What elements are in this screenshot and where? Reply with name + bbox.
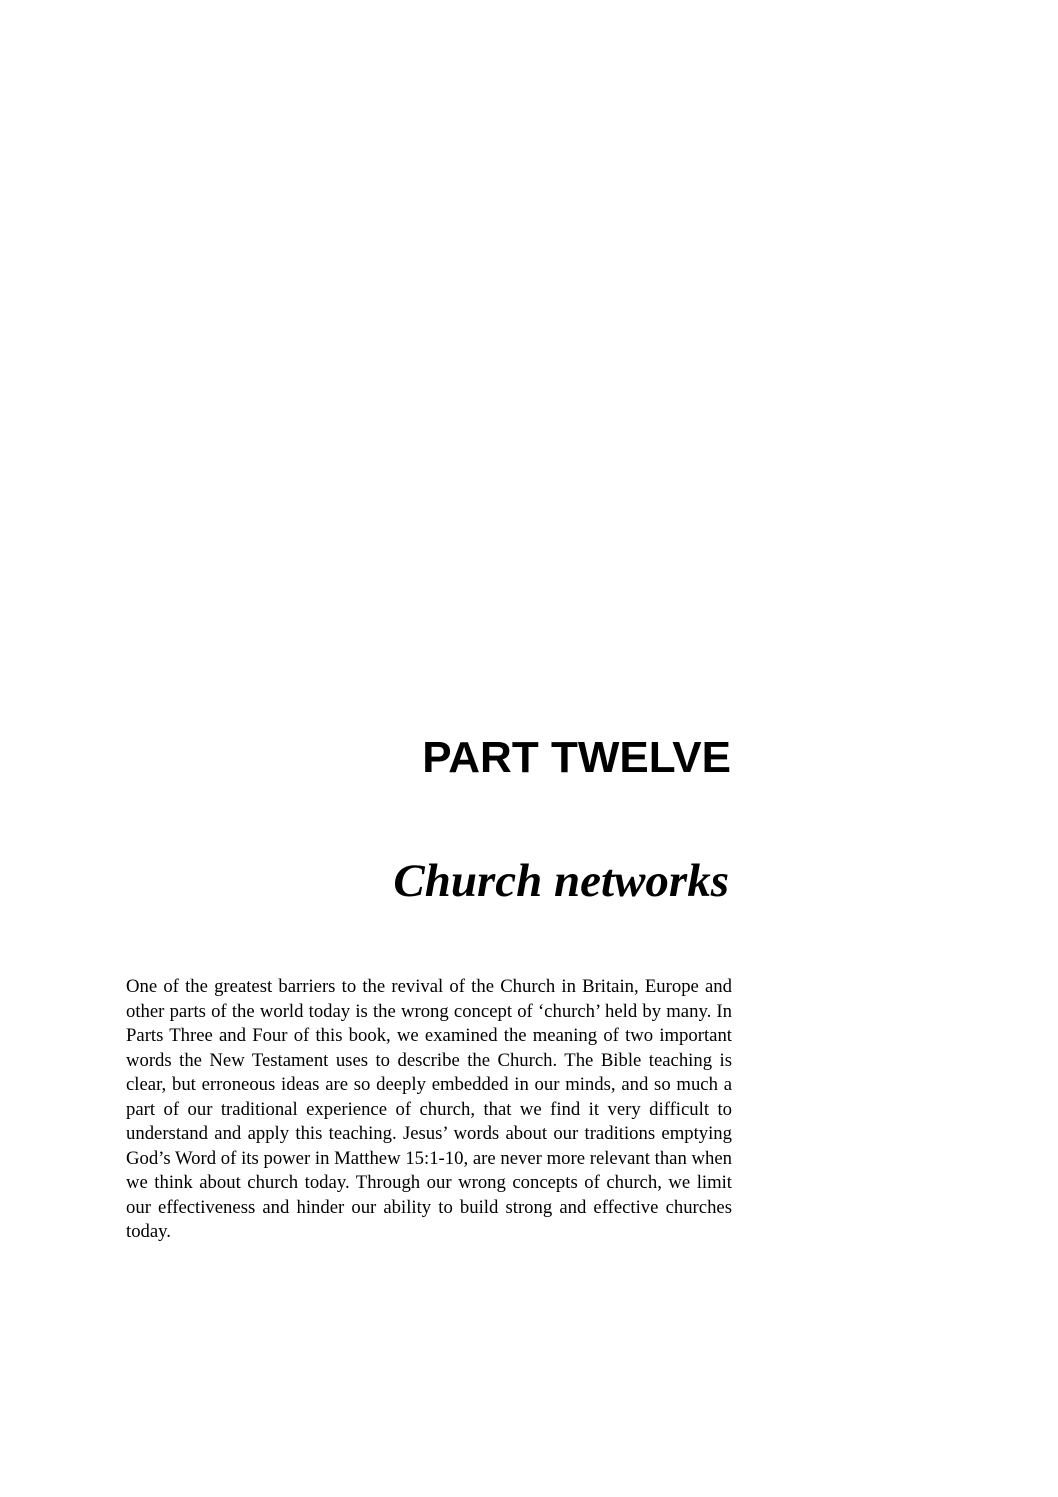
- part-heading: PART TWELVE: [422, 733, 731, 782]
- chapter-heading: Church networks: [393, 855, 729, 907]
- intro-paragraph: One of the greatest barriers to the revival of the Church in Britain, Europe and other parts of the world today is the wrong concept of ‘church’ held by many. In Parts Three and Four of this book, we examined the meaning of two important words the New Testament uses to describe the Church. The Bible teaching is clear, but erroneous ideas are so deeply embedded in our minds, and so much a part of our traditional experience of church, that we find it very difficult to understand and apply this teaching. Jesus’ words about our traditions emptying God’s Word of its power in Matthew 15:1-10, are never more relevant than when we think about church today. Through our wrong concepts of church, we limit our effectiveness and hinder our ability to build strong and effective churches today.: [126, 976, 732, 1243]
